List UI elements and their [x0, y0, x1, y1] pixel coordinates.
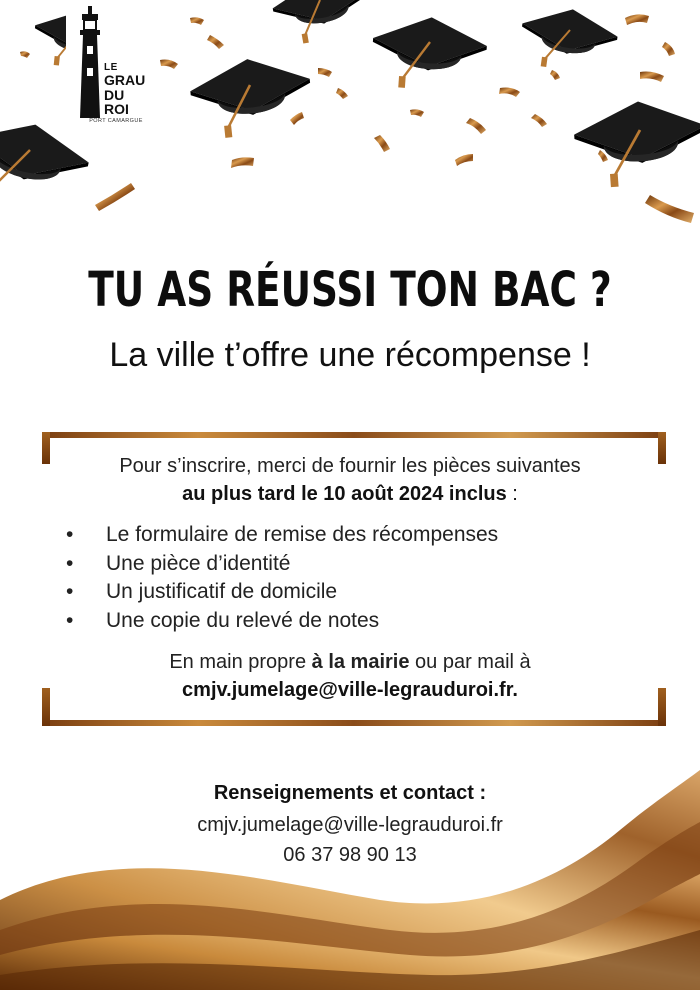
- document-label: Une pièce d’identité: [106, 551, 291, 575]
- list-item: [66, 607, 498, 636]
- bullet: •: [66, 608, 74, 632]
- delivery-suffix: ou par mail à: [409, 651, 531, 673]
- delivery-instructions: [0, 651, 700, 674]
- contact-title: Renseignements et contact :: [213, 782, 487, 804]
- logo-text-du-roi: DU ROI: [104, 87, 129, 117]
- contact-phone-link[interactable]: 06 37 98 90 13: [283, 844, 417, 866]
- contact-email-link[interactable]: cmjv.jumelage@ville-legrauduroi.fr: [197, 814, 503, 836]
- graduation-cap-icon: [0, 112, 94, 211]
- lighthouse-icon: [76, 6, 104, 118]
- graduation-cap-icon: [269, 0, 374, 48]
- list-item: [66, 521, 498, 550]
- logo-tagline: PORT CAMARGUE: [89, 118, 143, 124]
- registration-deadline: [0, 483, 700, 506]
- logo-text-le: LE: [104, 62, 118, 73]
- registration-intro: Pour s’inscrire, merci de fournir les pièces suivantes: [119, 455, 581, 477]
- list-item: [66, 578, 498, 607]
- deadline-suffix: :: [506, 483, 518, 505]
- graduation-cap-icon: [572, 97, 700, 190]
- frame-bottom-bar: [42, 720, 666, 726]
- graduation-cap-icon: [517, 3, 621, 77]
- subheadline: La ville t’offre une récompense !: [109, 336, 591, 374]
- bullet: •: [66, 523, 74, 546]
- document-label: Un justificatif de domicile: [106, 580, 338, 603]
- deadline-date: au plus tard le 10 août 2024 inclus: [182, 483, 507, 505]
- document-label: Une copie du relevé de notes: [106, 608, 380, 632]
- graduation-cap-icon: [188, 53, 315, 141]
- list-item: [66, 550, 498, 579]
- graduation-cap-icon: [370, 13, 489, 93]
- required-documents-list: [66, 521, 498, 635]
- frame-top-bar: [42, 432, 666, 438]
- delivery-place: à la mairie: [311, 651, 410, 673]
- bullet: •: [66, 580, 74, 603]
- registration-email-link[interactable]: cmjv.jumelage@ville-legrauduroi.fr.: [182, 679, 518, 701]
- logo-text-grau: GRAU: [104, 72, 146, 88]
- headline: TU AS RÉUSSI TON BAC ?: [88, 262, 612, 318]
- document-label: Le formulaire de remise des récompenses: [106, 523, 499, 546]
- delivery-prefix: En main propre: [169, 651, 312, 673]
- bullet: •: [66, 551, 74, 575]
